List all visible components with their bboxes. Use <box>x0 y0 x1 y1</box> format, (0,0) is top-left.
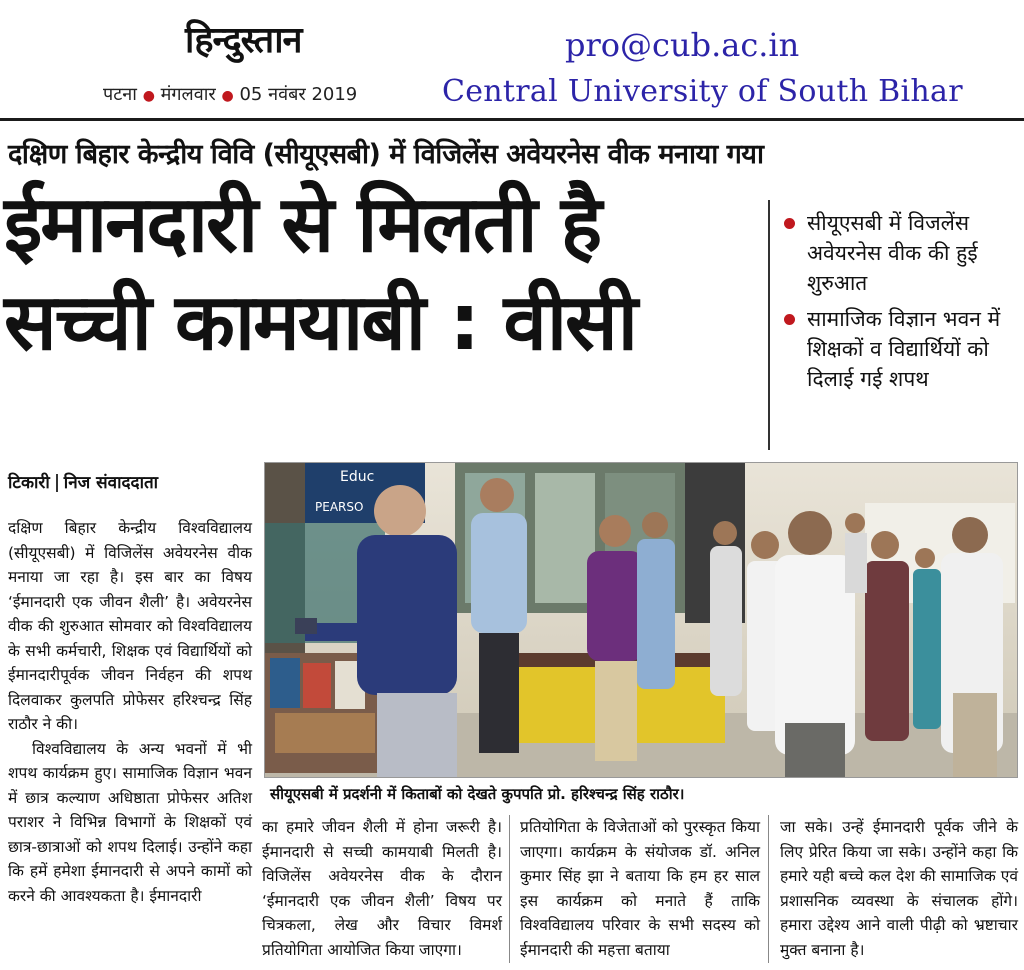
byline-place: टिकारी <box>8 473 50 493</box>
column-divider <box>768 815 769 963</box>
banner-text: PEARSO <box>315 500 364 514</box>
bullet-dot-icon: ● <box>142 88 155 104</box>
byline-separator <box>56 474 58 492</box>
exhibition-photo-illustration <box>265 463 1017 777</box>
dateline-city: पटना <box>103 84 137 105</box>
article-headline <box>4 176 764 372</box>
newspaper-masthead: हिन्दुस्तान <box>185 20 302 61</box>
byline-author: निज संवाददाता <box>63 473 159 493</box>
article-column-2: का हमारे जीवन शैली में होना जरूरी है। ईमानदारी से सच्ची कामयाबी मिलती है। विजिलेंस अवेयरनेस वीक के दौरान ‘ईमानदारी एक जीवन शैली’ विषय पर चित्रकला, लेख और विचार विमर्श प्रतियोगिता आयोजित किया जाएगा। <box>262 818 502 959</box>
article-photo <box>264 462 1018 778</box>
article-column-4: जा सके। उन्हें ईमानदारी पूर्वक जीने के लिए प्रेरित किया जा सके। उन्होंने कहा कि हमारे यही बच्चे कल देश की सामाजिक एवं प्रशासनिक व्यवस्था के संचालक होंगे। हमारा उद्देश्य आने वाली पीढ़ी को भ्रष्टाचार मुक्त बनाना है। <box>780 818 1018 959</box>
header-divider <box>0 118 1024 121</box>
banner-text: Educ <box>340 469 375 485</box>
dateline <box>103 82 357 106</box>
article-highlights <box>782 208 1022 400</box>
dateline-date: 05 नवंबर 2019 <box>239 84 358 105</box>
article-column-1 <box>8 516 252 908</box>
photo-caption: सीयूएसबी में प्रदर्शनी में किताबों को देखते कुपपति प्रो. हरिश्चन्द्र सिंह राठौर। <box>270 785 685 803</box>
highlight-item: सीयूएसबी में विजलेंस अवेयरनेस वीक की हुई शुरुआत <box>782 208 1022 298</box>
column-divider <box>509 815 510 963</box>
bullet-dot-icon: ● <box>221 88 234 104</box>
bullet-dot-icon <box>784 314 795 325</box>
article-column-3: प्रतियोगिता के विजेताओं को पुरस्कृत किया जाएगा। कार्यक्रम के संयोजक डॉ. अनिल कुमार सिंह झा ने बताया कि हम हर साल इस कार्यक्रम को मनाते हैं ताकि विश्वविद्यालय परिवार के सभी सदस्य को ईमानदारी की महत्ता बताया <box>520 818 760 959</box>
dateline-day: मंगलवार <box>160 84 216 105</box>
headline-line-1: ईमानदारी से मिलती है <box>4 180 601 270</box>
headline-line-2: सच्ची कामयाबी : वीसी <box>4 278 636 368</box>
paragraph: विश्वविद्यालय के अन्य भवनों में भी शपथ कार्यक्रम हुए। सामाजिक विज्ञान भवन में छात्र कल्याण अधिष्ठाता प्रोफेसर अतिश पराशर ने विभिन्न विभागों के शिक्षकों एवं छात्र-छात्राओं को शपथ दिलाई। उन्होंने कहा कि हमें हमेशा ईमानदारी से अपने कामों को करने की आवश्यकता है। ईमानदारी <box>8 739 252 905</box>
paragraph: दक्षिण बिहार केन्द्रीय विश्वविद्यालय (सीयूएसबी) में विजिलेंस अवेयरनेस वीक मनाया जा रहा है। इस बार का विषय ‘ईमानदारी एक जीवन शैली’ है। अवेयरनेस वीक की शुरुआत सोमवार को विश्वविद्यालय के सभी कर्मचारी, शिक्षक एवं विद्यार्थियों को ईमानदारीपूर्वक जीवन निर्वहन की शपथ दिलवाकर कुलपति प्रोफेसर हरिश्चन्द्र सिंह राठौर ने की। <box>8 519 252 733</box>
article-kicker: दक्षिण बिहार केन्द्रीय विवि (सीयूएसबी) में विजिलेंस अवेयरनेस वीक मनाया गया <box>8 139 764 170</box>
byline <box>8 470 158 493</box>
institution-email[interactable]: pro@cub.ac.in <box>565 26 800 64</box>
highlight-item: सामाजिक विज्ञान भवन में शिक्षकों व विद्यार्थियों को दिलाई गई शपथ <box>782 304 1022 394</box>
institution-name: Central University of South Bihar <box>442 74 963 109</box>
bullet-dot-icon <box>784 218 795 229</box>
highlights-divider <box>768 200 770 450</box>
